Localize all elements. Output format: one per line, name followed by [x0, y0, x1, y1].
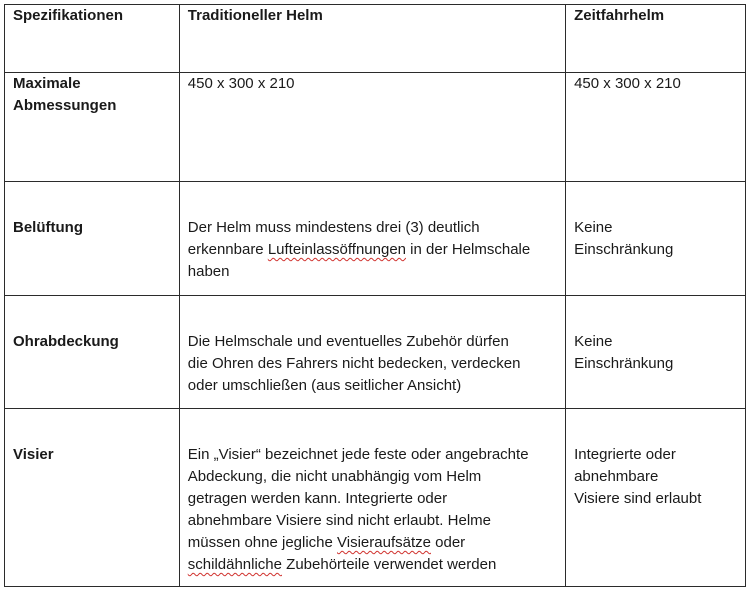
text-line: oder umschließen (aus seitlicher Ansicht) — [187, 377, 462, 394]
table-row-ear-coverage — [5, 296, 746, 409]
row-label — [5, 296, 180, 409]
label-line: Visier — [13, 446, 54, 463]
text-line: Visiere sind erlaubt — [574, 490, 702, 507]
traditional-cell — [179, 409, 565, 587]
timetrial-cell — [566, 182, 746, 296]
spellcheck-word[interactable]: Lufteinlassöffnungen — [267, 241, 406, 258]
text-line: Einschränkung — [574, 241, 674, 258]
timetrial-cell — [566, 296, 746, 409]
text-line: Die Helmschale und eventuelles Zubehör dürfen — [187, 333, 509, 350]
timetrial-cell — [566, 409, 746, 587]
text-line: Abdeckung, die nicht unabhängig vom Helm — [187, 468, 482, 485]
spellcheck-word[interactable]: schildähnliche — [187, 556, 282, 573]
text-line — [188, 532, 557, 554]
label-line: Ohrabdeckung — [13, 333, 119, 350]
table-row-ventilation — [5, 182, 746, 296]
text-line: abnehmbare — [574, 468, 659, 485]
table-row-visor — [5, 409, 746, 587]
text-line: 450 x 300 x 210 — [574, 75, 681, 92]
row-label — [5, 73, 180, 182]
header-timetrial: Zeitfahrhelm — [566, 5, 746, 73]
text-line: Ein „Visier“ bezeichnet jede feste oder angebrachte — [187, 446, 529, 463]
text-line: Einschränkung — [574, 355, 674, 372]
text-line: die Ohren des Fahrers nicht bedecken, verdecken — [187, 355, 521, 372]
text-segment: oder — [430, 534, 466, 551]
text-line: abnehmbare Visiere sind nicht erlaubt. Helme — [187, 512, 491, 529]
timetrial-cell — [566, 73, 746, 182]
table-row-dimensions — [5, 73, 746, 182]
traditional-cell — [179, 73, 565, 182]
header-specs: Spezifikationen — [5, 5, 180, 73]
label-line: Abmessungen — [13, 97, 117, 114]
spec-table — [4, 4, 746, 587]
header-row — [5, 5, 746, 73]
traditional-cell — [179, 182, 565, 296]
label-line: Belüftung — [13, 219, 83, 236]
text-segment: müssen ohne jegliche — [187, 534, 338, 551]
text-line: haben — [187, 263, 230, 280]
text-line: Integrierte oder — [574, 446, 676, 463]
text-line: Keine — [574, 333, 613, 350]
label-line: Maximale — [13, 75, 81, 92]
text-segment: in der Helmschale — [406, 241, 531, 258]
text-line: Der Helm muss mindestens drei (3) deutlich — [187, 219, 480, 236]
spellcheck-word[interactable]: Visieraufsätze — [337, 534, 431, 551]
text-line — [188, 239, 557, 261]
header-traditional: Traditioneller Helm — [179, 5, 565, 73]
row-label — [5, 409, 180, 587]
row-label — [5, 182, 180, 296]
text-segment: Zubehörteile verwendet werden — [282, 556, 497, 573]
text-line — [188, 554, 557, 576]
text-line: getragen werden kann. Integrierte oder — [187, 490, 448, 507]
text-line: 450 x 300 x 210 — [187, 75, 295, 92]
traditional-cell — [179, 296, 565, 409]
text-segment: erkennbare — [187, 241, 268, 258]
text-line: Keine — [574, 219, 613, 236]
